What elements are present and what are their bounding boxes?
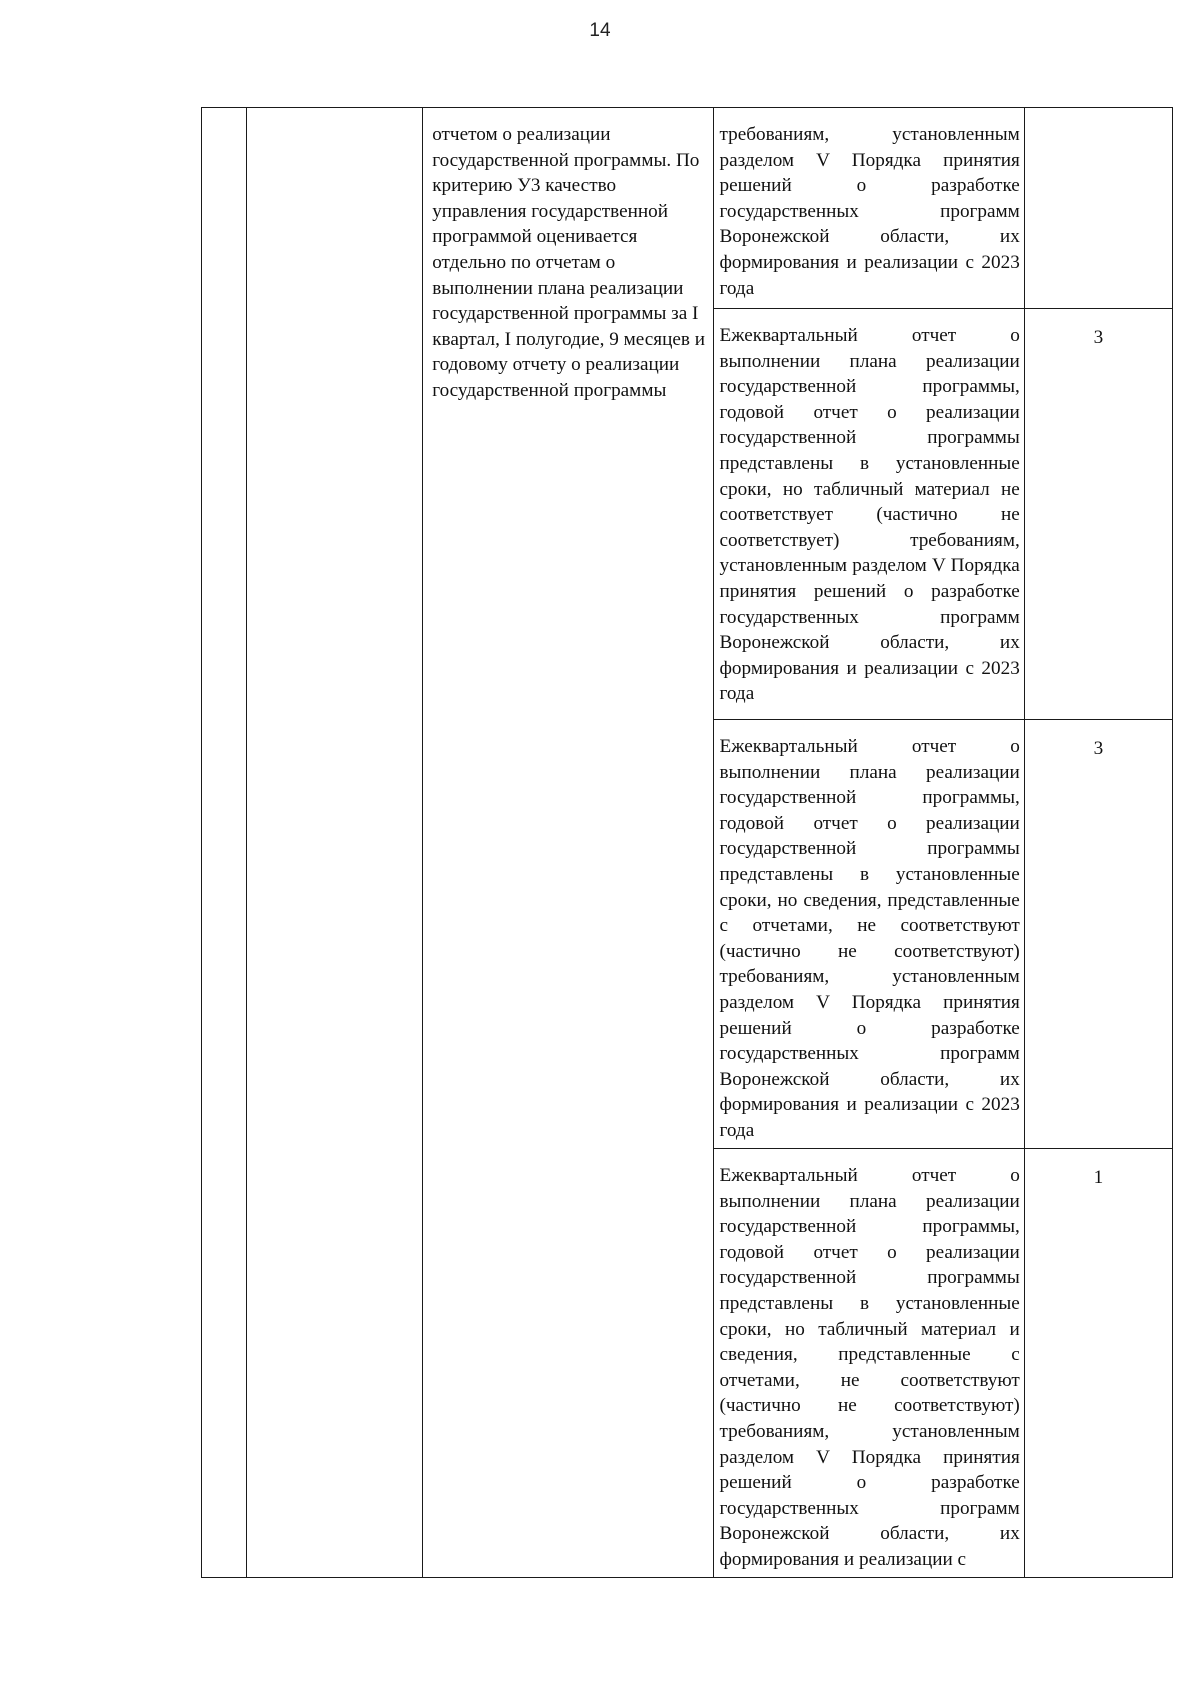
indicator-cell <box>247 108 423 1578</box>
description-text: Ежеквартальный отчет о выполнении плана реализации государственной программы, годовой отчет о реализации государственной программы представлены в установленные сроки, но табличный материал и сведения, представленные с отчетами, не соответствуют (частично не соответствуют) требованиям, установленным разделом V Порядка принятия решений о разработке государственных программ Воронежской области, их формирования и реализации с <box>719 1165 1020 1570</box>
index-cell <box>202 108 247 1578</box>
score-value: 3 <box>1093 327 1104 348</box>
description-cell <box>713 1149 1024 1578</box>
description-cell <box>713 720 1024 1149</box>
score-cell <box>1024 720 1172 1149</box>
score-cell <box>1024 108 1172 309</box>
criterion-text: отчетом о реализации государственной программы. По критерию У3 качество управления государственной программой оценивается отдельно по отчетам о выполнении плана реализации государственной программы за I квартал, I полугодие, 9 месяцев и годовому отчету о реализации государственной программы <box>432 124 705 401</box>
table-row <box>202 108 1173 309</box>
score-value: 1 <box>1093 1167 1104 1188</box>
criteria-table <box>201 107 1173 1578</box>
criterion-cell <box>423 108 713 1578</box>
description-text: Ежеквартальный отчет о выполнении плана реализации государственной программы, годовой отчет о реализации государственной программы представлены в установленные сроки, но табличный материал не соответствует (частично не соответствует) требованиям, установленным разделом V Порядка принятия решений о разработке государственных программ Воронежской области, их формирования и реализации с 2023 года <box>719 325 1020 705</box>
score-cell <box>1024 1149 1172 1578</box>
score-value: 3 <box>1093 738 1104 759</box>
description-cell <box>713 108 1024 309</box>
description-cell <box>713 309 1024 720</box>
score-cell <box>1024 309 1172 720</box>
description-text: требованиям, установленным разделом V Порядка принятия решений о разработке государственных программ Воронежской области, их формирования и реализации с 2023 года <box>719 124 1020 299</box>
page-number: 14 <box>589 20 611 41</box>
description-text: Ежеквартальный отчет о выполнении плана реализации государственной программы, годовой отчет о реализации государственной программы представлены в установленные сроки, но сведения, представленные с отчетами, не соответствуют (частично не соответствуют) требованиям, установленным разделом V Порядка принятия решений о разработке государственных программ Воронежской области, их формирования и реализации с 2023 года <box>719 736 1020 1141</box>
score-value <box>1025 108 1172 124</box>
